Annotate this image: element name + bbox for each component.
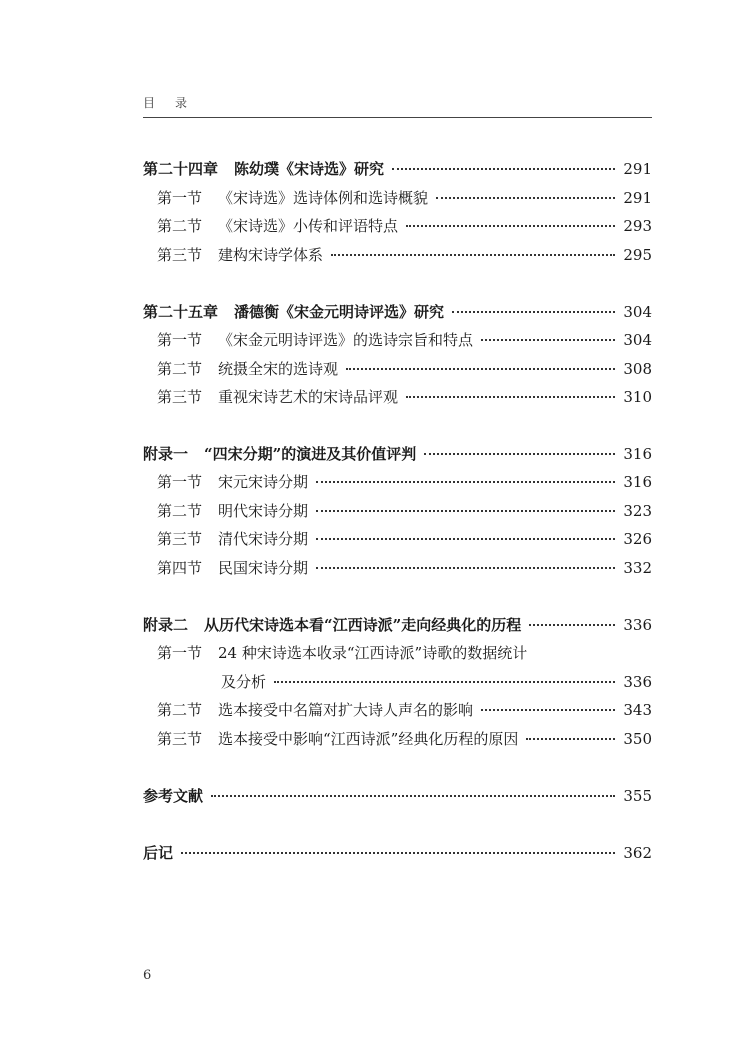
toc-title: 陈幼璞《宋诗选》研究 (234, 160, 385, 178)
toc-label: 第一节 (157, 473, 203, 491)
toc-title: 建构宋诗学体系 (218, 246, 324, 264)
toc-section[interactable] (157, 527, 652, 551)
dot-leader (406, 224, 615, 227)
toc-section[interactable] (157, 385, 652, 409)
dot-leader (316, 480, 615, 483)
toc-title: 潘德衡《宋金元明诗评选》研究 (234, 303, 445, 321)
running-title: 目录 (143, 96, 208, 110)
toc-page-number: 304 (623, 331, 652, 349)
toc-label: 第二节 (157, 360, 203, 378)
toc-page-number: 291 (623, 189, 652, 207)
toc-title: 宋元宋诗分期 (218, 473, 309, 491)
toc-label: 参考文献 (143, 787, 204, 805)
dot-leader (331, 253, 615, 256)
dot-leader (316, 566, 615, 569)
toc-title: 民国宋诗分期 (218, 559, 309, 577)
dot-leader (346, 367, 615, 370)
header-rule (143, 117, 652, 118)
toc-section[interactable] (157, 214, 652, 238)
toc-page-number: 336 (623, 673, 652, 691)
toc-title: 24 种宋诗选本收录“江西诗派”诗歌的数据统计 (218, 644, 528, 662)
toc-section[interactable] (157, 470, 652, 494)
toc-section[interactable] (157, 698, 652, 722)
dot-leader (181, 851, 615, 854)
toc-section[interactable] (157, 186, 652, 210)
toc-label: 第二节 (157, 701, 203, 719)
toc-page-number: 355 (623, 787, 652, 805)
toc-label: 第三节 (157, 730, 203, 748)
toc-page-number: 308 (623, 360, 652, 378)
toc-chapter-25[interactable] (143, 300, 652, 324)
toc-title: 选本接受中影响“江西诗派”经典化历程的原因 (218, 730, 519, 748)
toc-page-number: 291 (623, 160, 652, 178)
toc-title: 明代宋诗分期 (218, 502, 309, 520)
toc-references[interactable] (143, 784, 652, 808)
dot-leader (406, 395, 615, 398)
toc-title: 清代宋诗分期 (218, 530, 309, 548)
toc-section[interactable] (157, 243, 652, 267)
toc-page-number: 362 (623, 844, 652, 862)
toc-section[interactable] (157, 556, 652, 580)
toc-label: 第三节 (157, 530, 203, 548)
toc-label: 第二节 (157, 502, 203, 520)
toc-postscript[interactable] (143, 841, 652, 865)
dot-leader (526, 737, 615, 740)
toc-title: 《宋诗选》小传和评语特点 (218, 217, 399, 235)
toc-title: 从历代宋诗选本看“江西诗派”走向经典化的历程 (204, 616, 522, 634)
toc-label: 第一节 (157, 331, 203, 349)
toc-page-number: 295 (623, 246, 652, 264)
toc-appendix-1[interactable] (143, 442, 652, 466)
toc-title: 统摄全宋的选诗观 (218, 360, 339, 378)
dot-leader (436, 196, 615, 199)
toc-appendix-2[interactable] (143, 613, 652, 637)
toc-title: “四宋分期”的演进及其价值评判 (204, 445, 417, 463)
toc-page-number: 332 (623, 559, 652, 577)
toc-page-number: 350 (623, 730, 652, 748)
toc-section[interactable] (157, 328, 652, 352)
dot-leader (211, 794, 615, 797)
dot-leader (481, 708, 615, 711)
toc-title: 选本接受中名篇对扩大诗人声名的影响 (218, 701, 474, 719)
toc-title: 重视宋诗艺术的宋诗品评观 (218, 388, 399, 406)
toc-section-continuation[interactable] (221, 670, 652, 694)
toc-page-number: 316 (623, 445, 652, 463)
dot-leader (452, 310, 615, 313)
toc-page-number: 323 (623, 502, 652, 520)
dot-leader (481, 338, 615, 341)
toc-section[interactable] (157, 357, 652, 381)
toc-section[interactable] (157, 727, 652, 751)
toc-chapter-24[interactable] (143, 157, 652, 181)
toc-title: 《宋诗选》选诗体例和选诗概貌 (218, 189, 429, 207)
toc-section[interactable] (157, 499, 652, 523)
dot-leader (316, 509, 615, 512)
toc-page-number: 310 (623, 388, 652, 406)
toc-page-number: 343 (623, 701, 652, 719)
toc-label: 第一节 (157, 189, 203, 207)
toc-title: 《宋金元明诗评选》的选诗宗旨和特点 (218, 331, 474, 349)
dot-leader (392, 167, 615, 170)
toc-label: 第三节 (157, 388, 203, 406)
toc-label: 第二节 (157, 217, 203, 235)
toc-title: 及分析 (221, 673, 267, 691)
dot-leader (316, 537, 615, 540)
toc-label: 第一节 (157, 644, 203, 662)
toc-label: 附录二 (143, 616, 189, 634)
dot-leader (274, 680, 615, 683)
toc-page-number: 326 (623, 530, 652, 548)
dot-leader (424, 452, 615, 455)
toc-label: 第四节 (157, 559, 203, 577)
toc-label: 后记 (143, 844, 174, 862)
toc-section[interactable] (157, 641, 652, 665)
toc-label: 附录一 (143, 445, 189, 463)
toc-page-number: 293 (623, 217, 652, 235)
toc-page-number: 304 (623, 303, 652, 321)
toc-label: 第二十四章 (143, 160, 219, 178)
toc-label: 第三节 (157, 246, 203, 264)
toc-page-number: 316 (623, 473, 652, 491)
toc-label: 第二十五章 (143, 303, 219, 321)
toc-page-number: 336 (623, 616, 652, 634)
dot-leader (529, 623, 615, 626)
page-number: 6 (143, 968, 152, 983)
